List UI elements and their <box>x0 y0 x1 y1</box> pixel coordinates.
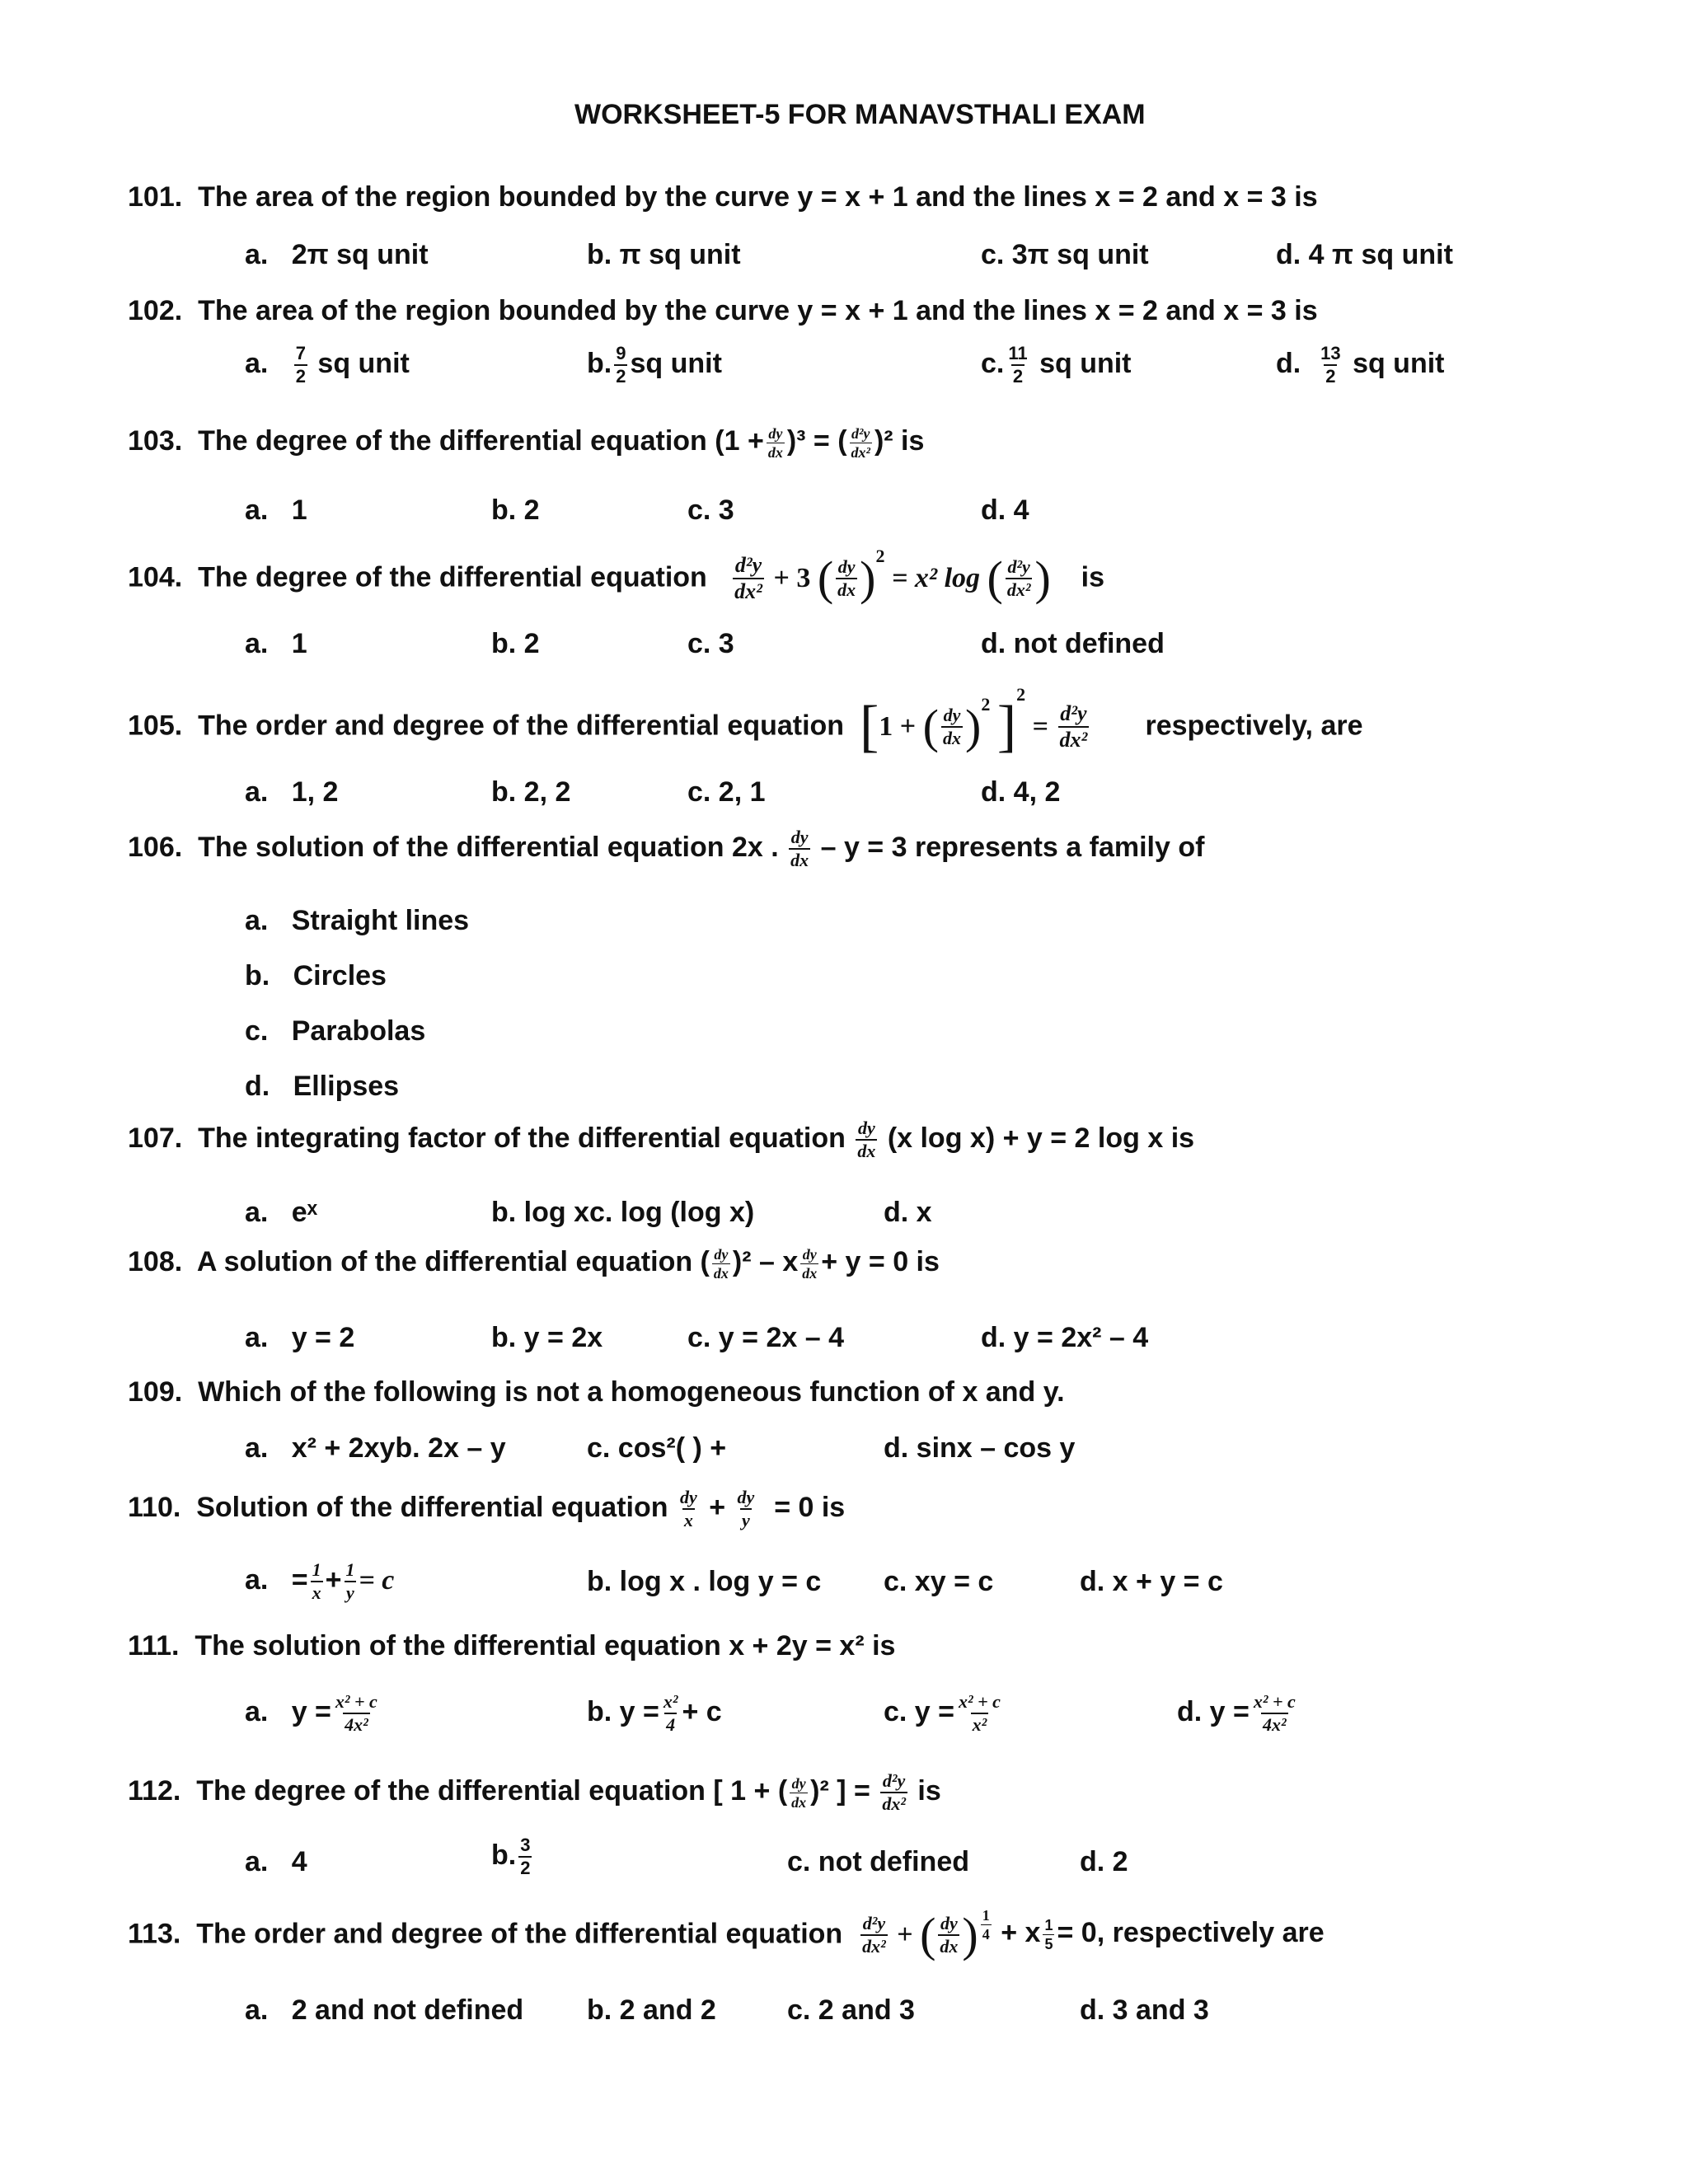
question-number: 101. <box>128 181 183 213</box>
question-103: 103. The degree of the differential equation (1 + $\frac{dy}{dx}$ )³ = ( $\frac{\text{d²y}}{\text{dx²}}$ )² is <box>128 424 925 461</box>
option-b: b. y = 2x <box>491 1322 603 1353</box>
option-b: b. 2 <box>491 494 540 526</box>
option-b: b. π sq unit <box>587 239 741 270</box>
option-a: a. eˣ <box>245 1197 318 1228</box>
option-d: d. not defined <box>981 628 1165 659</box>
question-104: 104. The degree of the differential equation $\frac{\text{d²y}}{\text{dx²}}$ + 3 ( $\frac{dy}{dx}$ )$^2$ = x² log ( $\frac{\text{d²y}}{\text{dx²}}$ ) is <box>128 546 1104 606</box>
question-107: 107. The integrating factor of the differential equation $\frac{dy}{dx}$ (x log x) + y = 2 log x is <box>128 1118 1195 1161</box>
question-102: 102. The area of the region bounded by the curve y = x + 1 and the lines x = 2 and x = 3 is <box>128 295 1318 326</box>
option-a: a. 1 <box>245 494 307 526</box>
option-a: a. $\frac{7}{2}$ sq unit <box>245 343 410 387</box>
option-b: b. 2, 2 <box>491 776 571 808</box>
option-b: b. Circles <box>245 960 387 991</box>
question-108: 108. A solution of the differential equation ( $\frac{dy}{dx}$ )² – x $\frac{dy}{dx}$ + y = 0 is <box>128 1245 940 1282</box>
option-d: d. 4, 2 <box>981 776 1061 808</box>
option-b: b. $\frac{9}{2}$ sq unit <box>587 343 722 387</box>
page-title: WORKSHEET-5 FOR MANAVSTHALI EXAM <box>574 99 1146 130</box>
option-c: c. cos²( ) + <box>587 1432 727 1464</box>
option-a: a. 4 <box>245 1846 307 1877</box>
question-112: 112. The degree of the differential equation [ 1 + ( $\frac{dy}{dx}$ )² ] = $\frac{\text{d²y}}{\text{dx²}}$ is <box>128 1770 941 1814</box>
option-a: a. Straight lines <box>245 905 470 936</box>
question-106: 106. The solution of the differential equation 2x . $\frac{dy}{dx}$ – y = 3 represents a family of <box>128 827 1205 870</box>
option-b: b. 2 and 2 <box>587 1994 716 2026</box>
option-d: d. sinx – cos y <box>884 1432 1076 1464</box>
question-110: 110. Solution of the differential equation $\frac{dy}{x}$ + $\frac{dy}{y}$ = 0 is <box>128 1487 846 1530</box>
question-113: 113. The order and degree of the differential equation $\frac{\text{d²y}}{\text{dx²}}$ + ( $\frac{dy}{dx}$ ) $\frac{1}{4}$ + x $\frac{1}{5}$ = 0, respectively are <box>128 1907 1325 1962</box>
option-d: d. x + y = c <box>1080 1566 1223 1597</box>
option-c: c. Parabolas <box>245 1015 426 1047</box>
option-a: a. y = $\frac{\text{x² + c}}{\text{4x²}}$ <box>245 1691 377 1735</box>
option-a: a. 2 and not defined <box>245 1994 524 2026</box>
option-c: c. 3 <box>687 494 734 526</box>
option-b: b. log x . log y = c <box>587 1566 822 1597</box>
option-c: c. y = 2x – 4 <box>687 1322 844 1353</box>
option-c: c. not defined <box>787 1846 969 1877</box>
option-d: d. y = $\frac{\text{x² + c}}{\text{4x²}}$ <box>1177 1691 1296 1735</box>
option-d: d. Ellipses <box>245 1071 400 1102</box>
option-b: b. y = $\frac{\text{x²}}{4}$ + c <box>587 1691 722 1735</box>
question-109: 109. Which of the following is not a homogeneous function of x and y. <box>128 1376 1065 1408</box>
option-c: c. 3 <box>687 628 734 659</box>
option-a: a. = $\frac{1}{x}$ + $\frac{1}{y}$ = c <box>245 1559 395 1603</box>
question-105: 105. The order and degree of the differential equation [1 + ( $\frac{dy}{dx}$ )$^2$ ]$^2$ = $\frac{\text{d²y}}{\text{dx²}}$ respectively, are <box>128 684 1363 759</box>
option-d: d. 4 π sq unit <box>1276 239 1453 270</box>
question-text: The area of the region bounded by the curve y = x + 1 and the lines x = 2 and x = 3 is <box>198 181 1318 213</box>
question-101 <box>128 181 1318 213</box>
option-c: c. xy = c <box>884 1566 994 1597</box>
option-b: b. $\frac{3}{2}$ <box>491 1835 531 1878</box>
option-d: d. 2 <box>1080 1846 1128 1877</box>
option-c: c. 2 and 3 <box>787 1994 915 2026</box>
option-d: d. y = 2x² – 4 <box>981 1322 1149 1353</box>
option-d: d. $\frac{13}{2}$ sq unit <box>1276 343 1445 387</box>
option-d: d. 4 <box>981 494 1029 526</box>
option-d: d. 3 and 3 <box>1080 1994 1209 2026</box>
option-c: c. 2, 1 <box>687 776 766 808</box>
option-a: a. 1 <box>245 628 307 659</box>
option-a: a. 2π sq unit <box>245 239 429 270</box>
option-a: a. y = 2 <box>245 1322 355 1353</box>
option-b: b. log xc. log (log x) <box>491 1197 755 1228</box>
question-111: 111. The solution of the differential equation x + 2y = x² is <box>128 1630 896 1661</box>
option-d: d. x <box>884 1197 932 1228</box>
option-a: a. 1, 2 <box>245 776 339 808</box>
option-b: b. 2 <box>491 628 540 659</box>
option-a: a. x² + 2xyb. 2x – y <box>245 1432 506 1464</box>
option-c: c. 3π sq unit <box>981 239 1149 270</box>
option-c: c. y = $\frac{\text{x² + c}}{\text{x²}}$ <box>884 1691 1001 1735</box>
option-c: c. $\frac{11}{2}$ sq unit <box>981 343 1132 387</box>
